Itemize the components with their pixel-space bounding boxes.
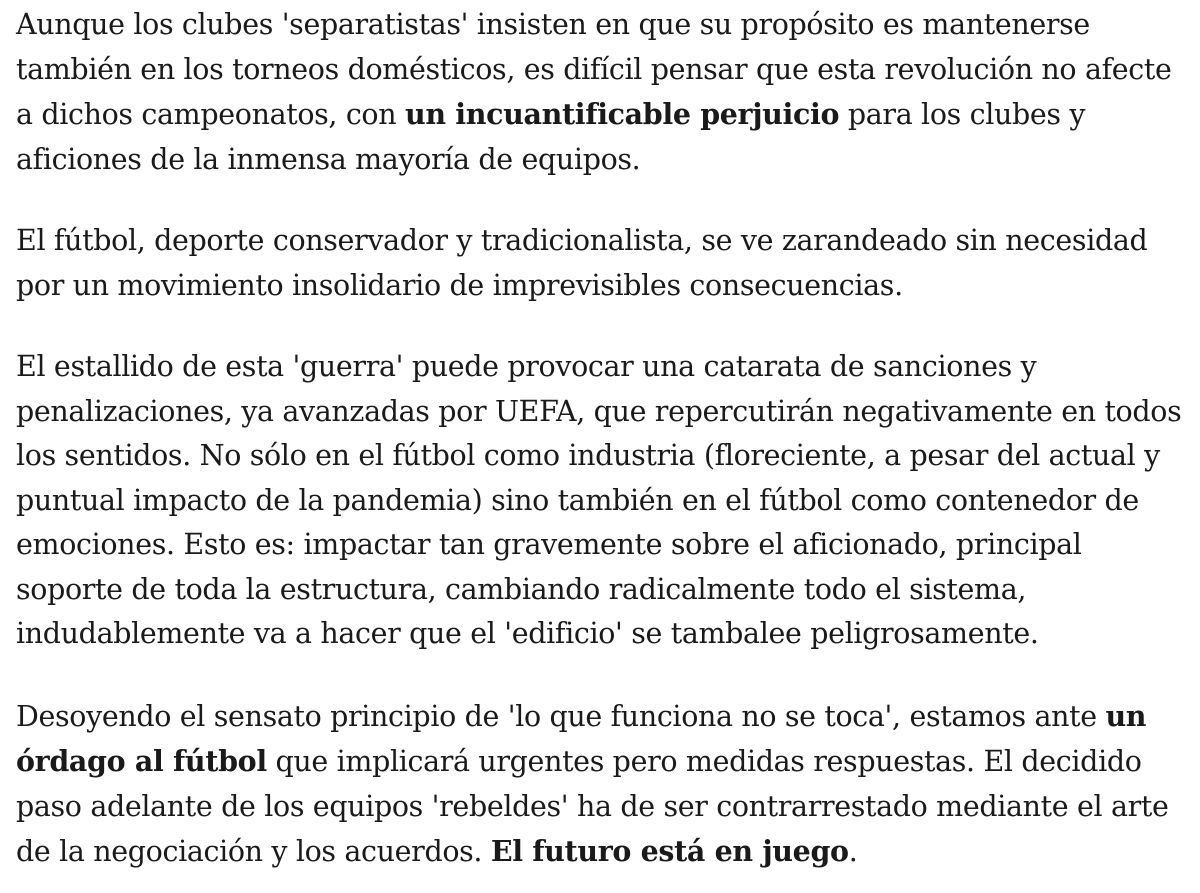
bold-emphasis: El futuro está en juego: [490, 834, 849, 868]
paragraph-text: El fútbol, deporte conservador y tradicionalista, se ve zarandeado sin necesidad por un movimiento insolidario de imprevisibles consecuencias.: [16, 224, 1148, 302]
bold-emphasis: un órdago al fútbol: [16, 698, 1147, 778]
article-body: [16, 3, 1191, 875]
paragraph: [16, 3, 1191, 182]
paragraph-text: Desoyendo el sensato principio de 'lo que funciona no se toca', estamos ante: [16, 699, 1106, 733]
paragraph-text: Aunque los clubes 'separatistas' insisten en que su propósito es mantenerse también en los torneos domésticos, es difícil pensar que esta revolución no afecte a dichos campeonatos, con: [16, 8, 1172, 131]
paragraph-text: para los clubes y aficiones de la inmensa mayoría de equipos.: [16, 98, 1086, 176]
paragraph-text: que implicará urgentes pero medidas respuestas. El decidido paso adelante de los equipos 'rebeldes' ha de ser contrarrestado mediante el arte de la negociación y los acuerdos.: [16, 745, 1169, 868]
paragraph-text: El estallido de esta 'guerra' puede provocar una catarata de sanciones y penalizaciones, ya avanzadas por UEFA, que repercutirán negativamente en todos los sentidos. No sólo en el fútbol como industria (floreciente, a pesar del actual y puntual impacto de la pandemia) sino también en el fútbol como contenedor de emociones. Esto es: impactar tan gravemente sobre el aficionado, principal soporte de toda la estructura, cambiando radicalmente todo el sistema, indudablemente va a hacer que el 'edificio' se tambalee peligrosamente.: [16, 350, 1182, 650]
paragraph: [16, 345, 1191, 657]
paragraph-text: .: [848, 835, 858, 868]
paragraph: [16, 694, 1191, 875]
bold-emphasis: un incuantificable perjuicio: [404, 97, 840, 131]
paragraph: [16, 219, 1191, 308]
